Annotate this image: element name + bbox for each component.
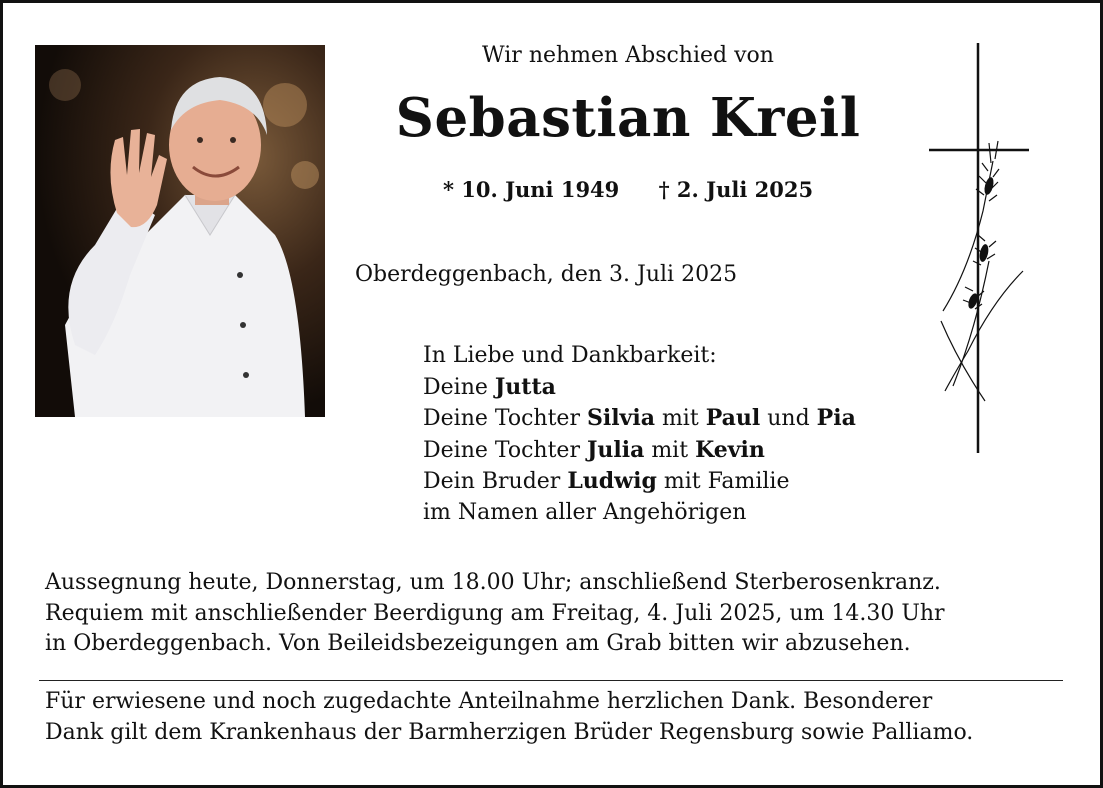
mourner-line: im Namen aller Angehörigen — [423, 499, 747, 525]
mourners-list — [423, 341, 856, 528]
cross-wheat-icon — [923, 41, 1043, 461]
mourner-line: Deine Jutta — [423, 373, 556, 400]
thanks-line: Für erwiesene und noch zugedachte Anteilnahme herzlichen Dank. Besonderer — [45, 689, 933, 714]
mourners-heading: In Liebe und Dankbarkeit: — [423, 343, 717, 368]
death-date: † 2. Juli 2025 — [658, 177, 814, 202]
mourner-line: Deine Tochter Julia mit Kevin — [423, 436, 765, 463]
life-dates — [333, 177, 923, 202]
intro-text: Wir nehmen Abschied von — [482, 43, 774, 68]
thanks-note — [45, 687, 973, 748]
service-line: in Oberdeggenbach. Von Beileidsbezeigungen am Grab bitten wir abzusehen. — [45, 631, 911, 656]
thanks-line: Dank gilt dem Krankenhaus der Barmherzigen Brüder Regensburg sowie Palliamo. — [45, 719, 974, 745]
divider-line — [39, 680, 1063, 681]
place-date: Oberdeggenbach, den 3. Juli 2025 — [355, 262, 738, 287]
service-info — [45, 568, 945, 660]
mourner-line: Dein Bruder Ludwig mit Familie — [423, 468, 790, 494]
service-line: Aussegnung heute, Donnerstag, um 18.00 Uhr; anschließend Sterberosenkranz. — [45, 570, 941, 595]
mourner-line: Deine Tochter Silvia mit Paul und Pia — [423, 405, 856, 431]
birth-date: * 10. Juni 1949 — [442, 177, 620, 202]
service-line: Requiem mit anschließender Beerdigung am Freitag, 4. Juli 2025, um 14.30 Uhr — [45, 600, 945, 626]
portrait-photo — [35, 45, 325, 417]
portrait-illustration — [35, 45, 325, 417]
deceased-name: Sebastian Kreil — [395, 87, 861, 149]
